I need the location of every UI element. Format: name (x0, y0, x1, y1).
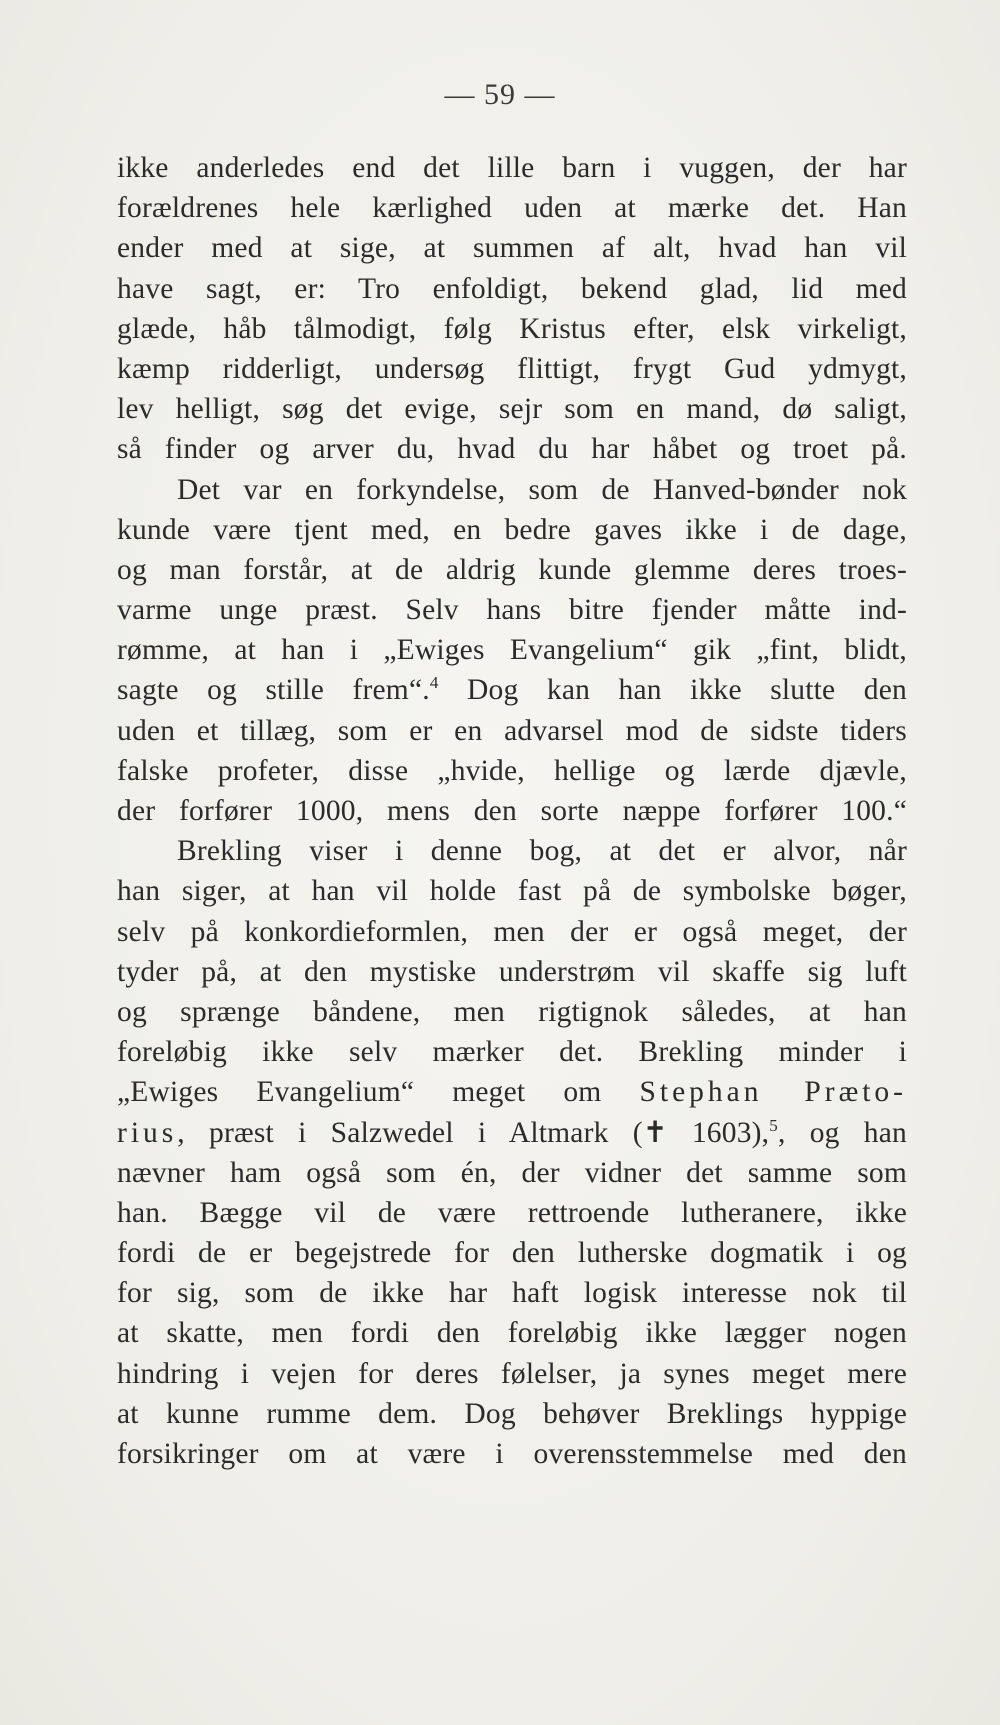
text-line: kæmp ridderligt, undersøg flittigt, frygt Gud ydmygt, (117, 352, 907, 385)
text-segment: , og han (777, 1116, 907, 1149)
text-line: falske profeter, disse „hvide, hellige og lærde djævle, (117, 754, 907, 787)
text-line: hindring i vejen for deres følelser, ja synes meget mere (117, 1357, 907, 1390)
text-line: forsikringer om at være i overensstemmelse med den (117, 1438, 907, 1470)
text-line: nævner ham også som én, der vidner det samme som (117, 1156, 907, 1189)
text-line: lev helligt, søg det evige, sejr som en mand, dø saligt, (117, 393, 907, 426)
body-text (117, 148, 907, 1474)
text-line: at skatte, men fordi den foreløbig ikke lægger nogen (117, 1317, 907, 1350)
text-line: glæde, håb tålmodigt, følg Kristus efter, elsk virkeligt, (117, 312, 907, 345)
text-segment: sagte og stille frem“. (117, 674, 430, 707)
text-line: der forfører 1000, mens den sorte næppe forfører 100.“ (117, 795, 907, 827)
text-line: kunde være tjent med, en bedre gaves ikke i de dage, (117, 513, 907, 546)
text-line: og sprænge båndene, men rigtignok således, at han (117, 995, 907, 1028)
text-line (117, 1113, 907, 1153)
spaced-name: rius (117, 1116, 178, 1149)
text-line (117, 670, 907, 710)
text-line: uden et tillæg, som er en advarsel mod de sidste tiders (117, 714, 907, 747)
spaced-name: Stephan Præto- (639, 1076, 908, 1109)
text-line: Det var en forkyndelse, som de Hanved-bønder nok (177, 473, 907, 506)
text-line: forældrenes hele kærlighed uden at mærke det. Han (117, 192, 907, 225)
text-segment: , præst i Salzwedel i Altmark (✝ 1603), (177, 1116, 770, 1149)
text-line: han. Bægge vil de være rettroende lutheranere, ikke (117, 1196, 907, 1229)
text-line (117, 1072, 907, 1112)
text-line: foreløbig ikke selv mærker det. Brekling minder i (117, 1036, 907, 1069)
text-line: rømme, at han i „Ewiges Evangelium“ gik „fint, blidt, (117, 634, 907, 667)
text-line: selv på konkordieformlen, men der er også meget, der (117, 915, 907, 948)
text-segment: „Ewiges Evangelium“ meget om (117, 1076, 602, 1109)
text-line: varme unge præst. Selv hans bitre fjender måtte ind- (117, 594, 907, 627)
text-line: at kunne rumme dem. Dog behøver Breklings hyppige (117, 1397, 907, 1430)
text-line: have sagt, er: Tro enfoldigt, bekend glad, lid med (117, 272, 907, 305)
text-line: han siger, at han vil holde fast på de symbolske bøger, (117, 875, 907, 908)
text-line: for sig, som de ikke har haft logisk interesse nok til (117, 1277, 907, 1310)
text-line: ender med at sige, at summen af alt, hvad han vil (117, 232, 907, 265)
footnote-marker: 5 (769, 1115, 778, 1135)
text-line: Brekling viser i denne bog, at det er alvor, når (177, 835, 907, 868)
text-line: så finder og arver du, hvad du har håbet og troet på. (117, 433, 907, 466)
page-number: — 59 — (444, 78, 556, 111)
text-line: tyder på, at den mystiske understrøm vil skaffe sig luft (117, 955, 907, 988)
text-line: ikke anderledes end det lille barn i vuggen, der har (117, 152, 907, 184)
text-segment: Dog kan han ikke slutte den (467, 674, 908, 707)
text-line: fordi de er begejstrede for den lutherske dogmatik i og (117, 1237, 907, 1270)
text-line: og man forstår, at de aldrig kunde glemme deres troes- (117, 553, 907, 586)
footnote-marker: 4 (429, 673, 439, 693)
